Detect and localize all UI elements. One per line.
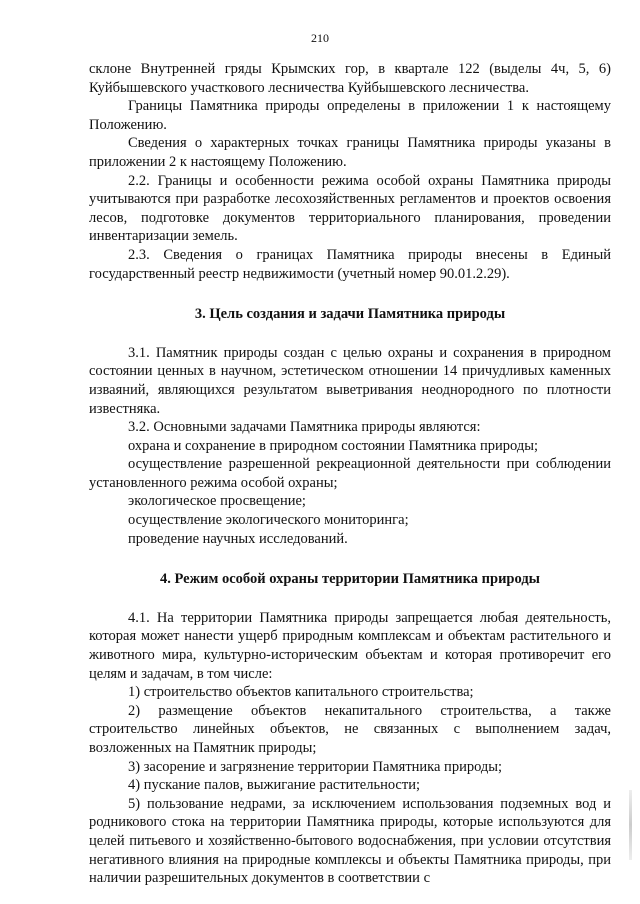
task-item: охрана и сохранение в природном состоянии Памятника природы; [128, 437, 538, 454]
prohibition-item: 4) пускание палов, выжигание растительности; [128, 777, 420, 794]
section-4-heading: 4. Режим особой охраны территории Памятника природы [160, 571, 540, 588]
prohibition-item: 2) размещение объектов некапитального строительства, а также строительство линейных объектов, не связанных с выполнением задач, возложенных на Памятник природы; [89, 702, 611, 756]
task-item: осуществление разрешенной рекреационной деятельности при соблюдении установленного режима особой охраны; [89, 456, 611, 491]
task-item: проведение научных исследований. [128, 530, 348, 547]
task-item: осуществление экологического мониторинга; [128, 512, 409, 529]
paragraph-3-2: 3.2. Основными задачами Памятника природы являются: [128, 419, 481, 436]
task-item: экологическое просвещение; [128, 493, 306, 510]
prohibition-item: 5) пользование недрами, за исключением использования подземных вод и родникового стока на территории Памятника природы, которые используются для целей питьевого и хозяйственно-бытового водоснабжения, при условии отсутствия негативного влияния на природные комплексы и объекты Памятника природы, при наличии разрешительных документов в соответствии с [89, 795, 611, 887]
paragraph-4-1: 4.1. На территории Памятника природы запрещается любая деятельность, которая может нанести ущерб природным комплексам и объектам растительного и животного мира, культурно-историческим объектам и которая противоречит его целям и задачам, в том числе: [89, 609, 611, 682]
prohibition-item: 1) строительство объектов капитального строительства; [128, 684, 474, 701]
paragraph-continuation: склоне Внутренней гряды Крымских гор, в квартале 122 (выделы 4ч, 5, 6) Куйбышевского участкового лесничества Куйбышевского лесничества. [89, 61, 611, 96]
scan-edge-shadow [629, 790, 632, 860]
paragraph-2-3: 2.3. Сведения о границах Памятника природы внесены в Единый государственный реестр недвижимости (учетный номер 90.01.2.29). [89, 246, 611, 282]
paragraph-boundary-points: Сведения о характерных точках границы Памятника природы указаны в приложении 2 к настоящему Положению. [89, 135, 611, 170]
document-body [89, 60, 611, 888]
paragraph-2-2: 2.2. Границы и особенности режима особой охраны Памятника природы учитываются при разработке лесохозяйственных регламентов и проектов освоения лесов, подготовке документов территориального планирования, проведении инвентаризации земель. [89, 172, 611, 245]
paragraph-boundaries: Границы Памятника природы определены в приложении 1 к настоящему Положению. [89, 98, 611, 133]
prohibition-item: 3) засорение и загрязнение территории Памятника природы; [128, 758, 503, 775]
section-3-heading: 3. Цель создания и задачи Памятника природы [194, 306, 506, 323]
paragraph-3-1: 3.1. Памятник природы создан с целью охраны и сохранения в природном состоянии ценных в научном, эстетическом отношении 14 причудливых каменных изваяний, являющихся результатом выветривания неоднородного по плотности известняка. [89, 344, 611, 417]
page-number: 210 [311, 31, 329, 45]
